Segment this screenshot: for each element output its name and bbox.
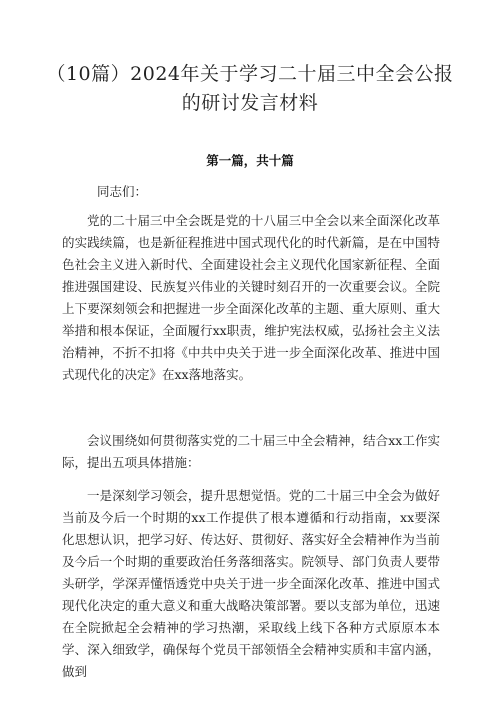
section-heading: 第一篇，共十篇 [206, 153, 294, 168]
document-title: （10篇）2024年关于学习二十届三中全会公报的研讨发言材料 [46, 63, 454, 114]
paragraph: 党的二十届三中全会既是党的十八届三中全会以来全面深化改革的实践续篇，也是新征程推进中国式现代化的时代新篇，是在中国特色社会主义进入新时代、全面建设社会主义现代化国家新征程、全面推进强国建设、民族复兴伟业的关键时刻召开的一次重要会议。全院上下要深刻领会和把握进一步全面深化改革的主题、重大原则、重大举措和根本保证，全面履行xx职责，维护宪法权威，弘扬社会主义法治精神，不折不扣将《中共中央关于进一步全面深化改革、推进中国式现代化的决定》在xx落地落实。 [62, 213, 440, 382]
paragraph: 会议围绕如何贯彻落实党的二十届三中全会精神，结合xx工作实际，提出五项具体措施： [62, 433, 440, 470]
salutation: 同志们： [97, 184, 148, 199]
paragraph: 一是深刻学习领会，提升思想觉悟。党的二十届三中全会为做好当前及今后一个时期的xx工作提供了根本遵循和行动指南，xx要深化思想认识，把学习好、传达好、贯彻好、落实好全会精神作为当前及今后一个时期的重要政治任务落细落实。院领导、部门负责人要带头研学，学深弄懂悟透党中央关于进一步全面深化改革、推进中国式现代化决定的重大意义和重大战略决策部署。要以支部为单位，迅速在全院掀起全会精神的学习热潮，采取线上线下各种方式原原本本学、深入细致学，确保每个党员干部领悟全会精神实质和丰富内涵，做到 [62, 488, 440, 679]
